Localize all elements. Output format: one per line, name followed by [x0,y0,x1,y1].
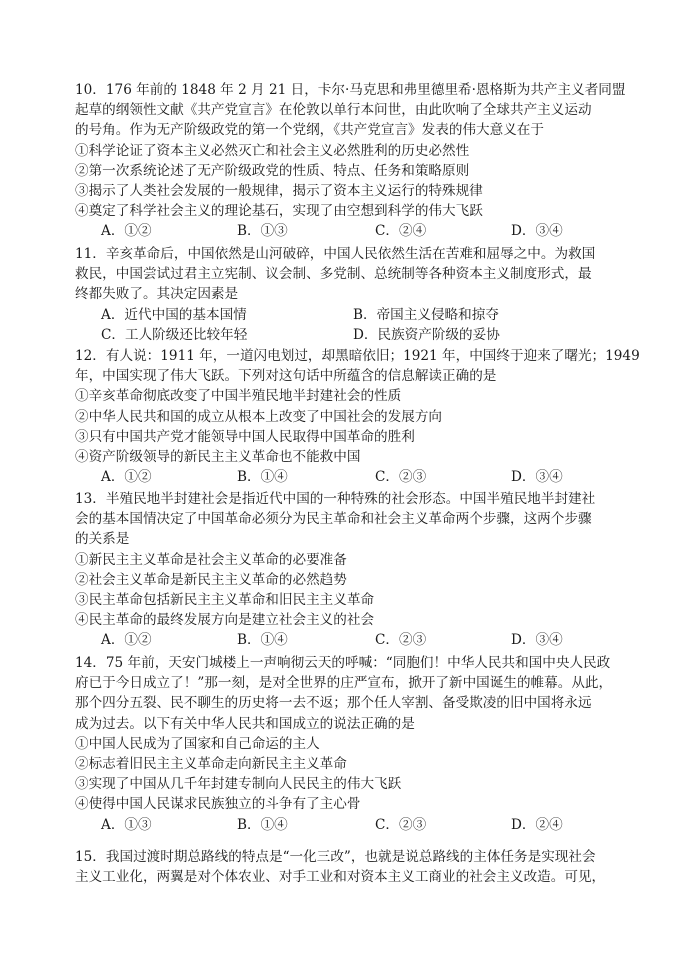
option-a: A．①③ [101,816,152,833]
question-stem-line: 成为过去。以下有关中华人民共和国成立的说法正确的是 [75,715,415,732]
question-stem-line: 主义工业化，两翼是对个体农业、对手工业和对资本主义工商业的社会主义改造。可见， [75,869,606,886]
option-c: C．②③ [375,469,427,486]
option-d: D．③④ [511,632,563,649]
statement-item: ④民主革命的最终发展方向是建立社会主义的社会 [75,612,375,629]
question-11 [75,244,635,345]
statement-item: ①中国人民成为了国家和自己命运的主人 [75,735,320,752]
statement-item: ④资产阶级领导的新民主主义革命也不能救中国 [75,448,361,465]
question-stem-line: 13．半殖民地半封建社会是指近代中国的一种特殊的社会形态。中国半殖民地半封建社 [75,491,596,507]
option-a: A．①② [101,632,152,649]
option-b: B．①④ [237,816,288,833]
question-12 [75,346,640,487]
statement-item: ①辛亥革命彻底改变了中国半殖民地半封建社会的性质 [75,388,402,405]
option-b: B．①③ [237,223,288,240]
answer-options [75,221,635,241]
option-a: A．①② [101,469,152,486]
statement-item: ②标志着旧民主主义革命走向新民主主义革命 [75,755,347,772]
answer-options [75,467,635,487]
statement-item: ④使得中国人民谋求民族独立的斗争有了主心骨 [75,796,361,813]
question-stem-line: 年，中国实现了伟大飞跃。下列对这句话中所蕴含的信息解读正确的是 [75,368,497,385]
statement-item: ①新民主主义革命是社会主义革命的必要准备 [75,551,347,568]
option-c: C．②④ [375,223,427,240]
question-stem-line: 的关系是 [75,531,130,548]
question-stem-line: 15．我国过渡时期总路线的特点是“一化三改”，也就是说总路线的主体任务是实现社会 [75,849,596,865]
question-stem-line: 救民，中国尝试过君主立宪制、议会制、多党制、总统制等各种资本主义制度形式，最 [75,266,592,283]
statement-item: ②社会主义革命是新民主主义革命的必然趋势 [75,571,347,588]
answer-options [75,305,635,325]
question-stem-line: 11．辛亥革命后，中国依然是山河破碎，中国人民依然生活在苦难和屈辱之中。为救国 [75,246,596,262]
question-stem-line: 起草的纲领性文献《共产党宣言》在伦敦以单行本问世，由此吹响了全球共产主义运动 [75,102,592,119]
question-stem-line: 府已于今日成立了！”那一刻，是对全世界的庄严宣布，掀开了新中国诞生的帷幕。从此， [75,675,613,692]
statement-item: ③只有中国共产党才能领导中国人民取得中国革命的胜利 [75,428,415,445]
option-c: C．②③ [375,632,427,649]
option-d: D．民族资产阶级的妥协 [353,326,500,343]
statement-item: ④奠定了科学社会主义的理论基石，实现了由空想到科学的伟大飞跃 [75,203,483,220]
option-c: C．工人阶级还比较年轻 [101,326,248,343]
statement-item: ③实现了中国从几千年封建专制向人民民主的伟大飞跃 [75,776,402,793]
question-stem-line: 12．有人说：1911 年，一道闪电划过，却黑暗依旧；1921 年，中国终于迎来了曙光；1949 [75,348,640,364]
question-stem-line: 会的基本国情决定了中国革命必须分为民主革命和社会主义革命两个步骤，这两个步骤 [75,511,592,528]
option-b: B．①④ [237,469,288,486]
option-b: B．帝国主义侵略和掠夺 [353,306,499,323]
statement-item: ①科学论证了资本主义必然灭亡和社会主义必然胜利的历史必然性 [75,142,470,159]
answer-options [75,815,635,835]
option-a: A．①② [101,223,152,240]
question-13 [75,489,635,651]
question-stem-line: 的号角。作为无产阶级政党的第一个党纲，《共产党宣言》发表的伟大意义在于 [75,122,544,139]
answer-options [75,325,635,345]
option-c: C．②③ [375,816,427,833]
option-d: D．③④ [511,469,563,486]
question-14 [75,653,635,835]
option-a: A．近代中国的基本国情 [101,306,247,323]
statement-item: ③民主革命包括新民主主义革命和旧民主主义革命 [75,591,375,608]
option-d: D．③④ [511,223,563,240]
option-d: D．②④ [511,816,563,833]
statement-item: ②第一次系统论述了无产阶级政党的性质、特点、任务和策略原则 [75,162,470,179]
question-stem-line: 10．176 年前的 1848 年 2 月 21 日，卡尔·马克思和弗里德里希·恩格斯为共产主义者同盟 [75,82,626,98]
question-15 [75,847,635,887]
statement-item: ②中华人民共和国的成立从根本上改变了中国社会的发展方向 [75,408,443,425]
answer-options [75,630,635,650]
question-10 [75,80,635,242]
question-stem-line: 那个四分五裂、民不聊生的历史将一去不返；那个任人宰割、备受欺凌的旧中国将永远 [75,695,592,712]
question-stem-line: 14．75 年前，天安门城楼上一声响彻云天的呼喊：“同胞们！中华人民共和国中央人民政 [75,655,611,671]
option-b: B．①④ [237,632,288,649]
question-stem-line: 终都失败了。其决定因素是 [75,286,239,303]
statement-item: ③揭示了人类社会发展的一般规律，揭示了资本主义运行的特殊规律 [75,182,483,199]
